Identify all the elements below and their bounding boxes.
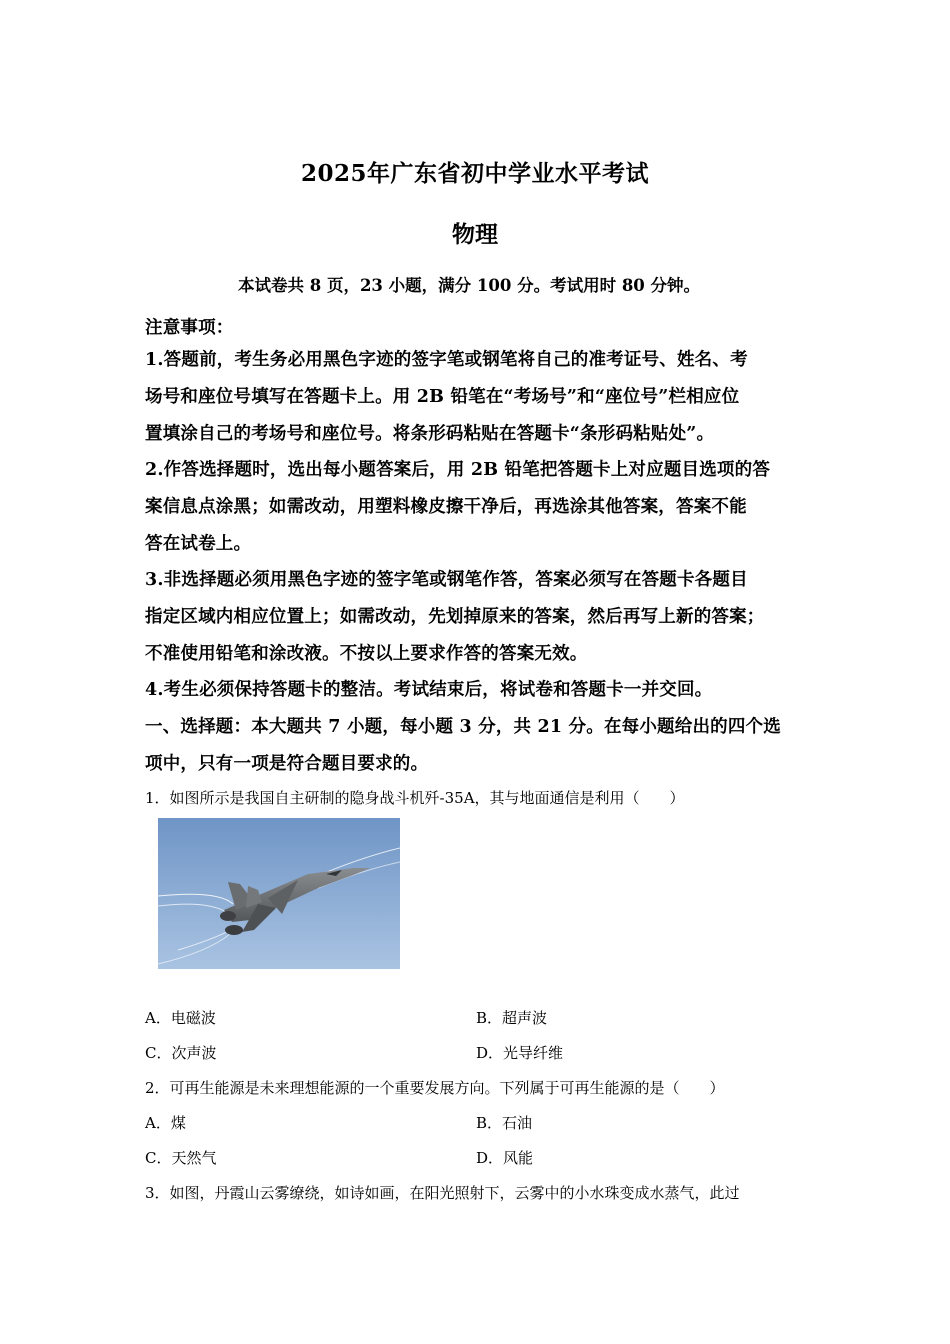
notes-line: 4.考生必须保持答题卡的整洁。考试结束后，将试卷和答题卡一并交回。: [145, 680, 713, 700]
exam-subject: 物理: [452, 221, 498, 248]
question-1-option-a[interactable]: A．电磁波: [145, 1009, 216, 1027]
question-2-option-d[interactable]: D．风能: [476, 1149, 534, 1167]
notes-line: 置填涂自己的考场号和座位号。将条形码粘贴在答题卡“条形码粘贴处”。: [145, 424, 715, 444]
exam-info: 本试卷共 8 页，23 小题，满分 100 分。考试用时 80 分钟。: [237, 276, 701, 295]
question-1-stem: 1．如图所示是我国自主研制的隐身战斗机歼-35A，其与地面通信是利用（ ）: [145, 789, 685, 807]
question-2-stem: 2．可再生能源是未来理想能源的一个重要发展方向。下列属于可再生能源的是（ ）: [145, 1079, 725, 1097]
question-2-option-b[interactable]: B．石油: [476, 1114, 533, 1132]
notes-line: 指定区域内相应位置上；如需改动，先划掉原来的答案，然后再写上新的答案；: [145, 607, 765, 627]
notes-line: 场号和座位号填写在答题卡上。用 2B 铅笔在“考场号”和“座位号”栏相应位: [145, 387, 740, 407]
fighter-jet-photo: [158, 818, 400, 969]
section-heading: 一、选择题：本大题共 7 小题，每小题 3 分，共 21 分。在每小题给出的四个选: [145, 717, 781, 737]
notes-line: 2.作答选择题时，选出每小题答案后，用 2B 铅笔把答题卡上对应题目选项的答: [145, 460, 771, 480]
notes-line: 答在试卷上。: [145, 534, 252, 554]
notes-heading: 注意事项：: [145, 318, 234, 338]
question-2-option-c[interactable]: C．天然气: [145, 1149, 217, 1167]
question-2-option-a[interactable]: A．煤: [145, 1114, 186, 1132]
notes-line: 1.答题前，考生务必用黑色字迹的签字笔或钢笔将自己的准考证号、姓名、考: [145, 350, 748, 370]
exam-title: 2025年广东省初中学业水平考试: [300, 160, 649, 187]
notes-line: 不准使用铅笔和涂改液。不按以上要求作答的答案无效。: [145, 644, 588, 664]
question-1-option-d[interactable]: D．光导纤维: [476, 1044, 564, 1062]
question-1-option-b[interactable]: B．超声波: [476, 1009, 548, 1027]
notes-line: 案信息点涂黑；如需改动，用塑料橡皮擦干净后，再选涂其他答案，答案不能: [145, 497, 747, 517]
notes-line: 3.非选择题必须用黑色字迹的签字笔或钢笔作答，答案必须写在答题卡各题目: [145, 570, 748, 590]
question-3-stem: 3．如图，丹霞山云雾缭绕，如诗如画，在阳光照射下，云雾中的小水珠变成水蒸气，此过: [145, 1184, 740, 1202]
section-heading: 项中，只有一项是符合题目要求的。: [145, 754, 429, 774]
question-1-option-c[interactable]: C．次声波: [145, 1044, 217, 1062]
